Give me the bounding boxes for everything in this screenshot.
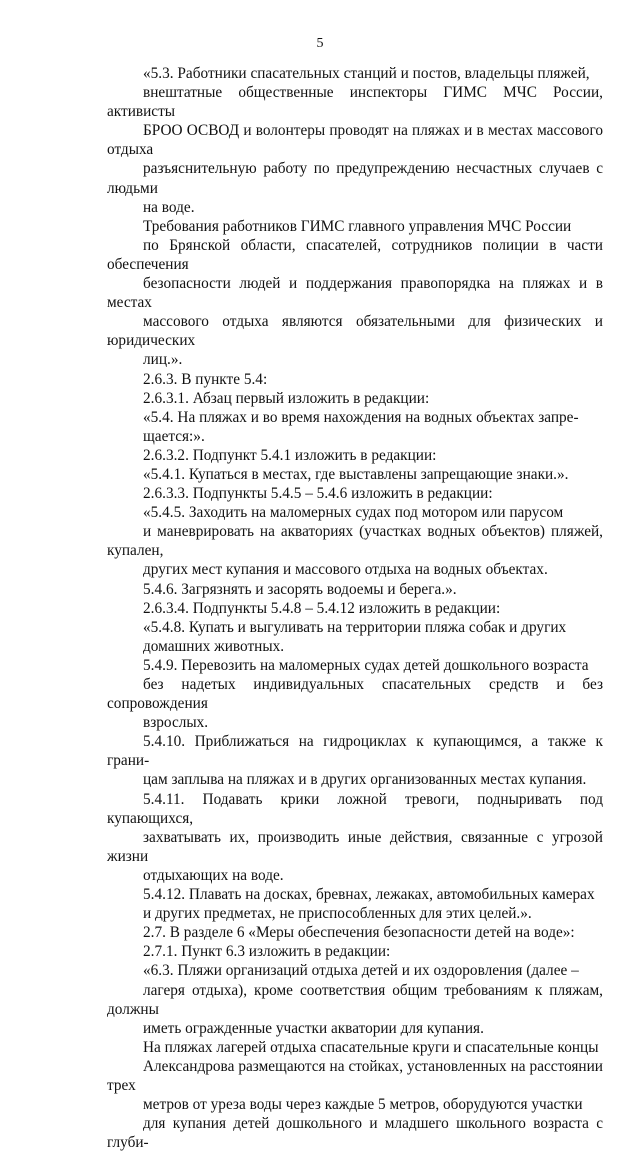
text-line: 5.4.11. Подавать крики ложной тревоги, подныривать под купающихся, bbox=[107, 790, 603, 827]
paragraph bbox=[107, 503, 603, 579]
text-line: отдыхающих на воде. bbox=[143, 866, 284, 884]
text-line: Требования работников ГИМС главного управления МЧС России bbox=[143, 217, 572, 235]
paragraph bbox=[107, 408, 603, 446]
text-line: иметь огражденные участки акватории для купания. bbox=[143, 1019, 484, 1037]
paragraph bbox=[107, 217, 603, 370]
paragraph bbox=[107, 942, 603, 961]
text-line: 5.4.9. Перевозить на маломерных судах детей дошкольного возраста bbox=[143, 656, 589, 674]
paragraph bbox=[107, 656, 603, 732]
paragraph bbox=[107, 484, 603, 503]
paragraph bbox=[107, 389, 603, 408]
text-line: на воде. bbox=[143, 198, 195, 216]
text-line: безопасности людей и поддержания правопорядка на пляжах и в местах bbox=[107, 275, 603, 312]
paragraph bbox=[107, 618, 603, 656]
text-line: по Брянской области, спасателей, сотрудников полиции в части обеспечения bbox=[107, 236, 603, 273]
paragraph bbox=[107, 1038, 603, 1152]
text-line: 2.6.3.3. Подпункты 5.4.5 – 5.4.6 изложить в редакции: bbox=[143, 485, 493, 503]
text-line: других мест купания и массового отдыха на водных объектах. bbox=[143, 561, 548, 579]
paragraph bbox=[107, 64, 603, 217]
text-line: 2.6.3.2. Подпункт 5.4.1 изложить в редакции: bbox=[143, 446, 437, 464]
page-number: 5 bbox=[316, 36, 324, 51]
text-line: взрослых. bbox=[143, 714, 209, 732]
text-line: лиц.». bbox=[143, 351, 183, 369]
text-line: захватывать их, производить иные действия, связанные с угрозой жизни bbox=[107, 828, 603, 865]
text-line: 2.7. В разделе 6 «Меры обеспечения безопасности детей на воде»: bbox=[143, 924, 575, 942]
text-line: На пляжах лагерей отдыха спасательные круги и спасательные концы bbox=[143, 1038, 599, 1056]
text-line: 2.6.3. В пункте 5.4: bbox=[143, 370, 268, 388]
text-line: 5.4.10. Приближаться на гидроциклах к купающимся, а также к грани- bbox=[107, 733, 603, 770]
text-line: 5.4.6. Загрязнять и засорять водоемы и берега.». bbox=[143, 580, 457, 598]
text-line: «5.4.8. Купать и выгуливать на территории пляжа собак и других bbox=[143, 618, 567, 636]
text-line: «5.4. На пляжах и во время нахождения на водных объектах запре- bbox=[143, 408, 579, 426]
text-line: 2.6.3.1. Абзац первый изложить в редакции: bbox=[143, 389, 430, 407]
text-line: без надетых индивидуальных спасательных средств и без сопровождения bbox=[107, 676, 603, 713]
paragraph bbox=[107, 732, 603, 789]
text-line: домашних животных. bbox=[143, 637, 285, 655]
paragraph bbox=[107, 885, 603, 923]
document-body bbox=[107, 64, 603, 1152]
text-line: и маневрировать на акваториях (участках водных объектов) пляжей, купален, bbox=[107, 523, 603, 560]
text-line: щается:». bbox=[143, 427, 205, 445]
text-line: цам заплыва на пляжах и в других организованных местах купания. bbox=[143, 771, 587, 789]
text-line: БРОО ОСВОД и волонтеры проводят на пляжах и в местах массового отдыха bbox=[107, 122, 603, 159]
text-line: Александрова размещаются на стойках, установленных на расстоянии трех bbox=[107, 1057, 603, 1094]
paragraph bbox=[107, 370, 603, 389]
text-line: 2.6.3.4. Подпункты 5.4.8 – 5.4.12 изложить в редакции: bbox=[143, 599, 501, 617]
paragraph bbox=[107, 446, 603, 465]
paragraph bbox=[107, 961, 603, 1037]
text-line: «6.3. Пляжи организаций отдыха детей и их оздоровления (далее – bbox=[143, 962, 579, 980]
text-line: и других предметах, не приспособленных для этих целей.». bbox=[143, 905, 532, 923]
text-line: 2.7.1. Пункт 6.3 изложить в редакции: bbox=[143, 943, 391, 961]
paragraph bbox=[107, 465, 603, 484]
text-line: «5.4.1. Купаться в местах, где выставлены запрещающие знаки.». bbox=[143, 465, 569, 483]
text-line: массового отдыха являются обязательными для физических и юридических bbox=[107, 313, 603, 350]
paragraph bbox=[107, 599, 603, 618]
text-line: «5.4.5. Заходить на маломерных судах под мотором или парусом bbox=[143, 504, 564, 522]
paragraph bbox=[107, 923, 603, 942]
paragraph bbox=[107, 790, 603, 885]
text-line: внештатные общественные инспекторы ГИМС МЧС России, активисты bbox=[107, 84, 603, 121]
text-line: метров от уреза воды через каждые 5 метров, оборудуются участки bbox=[143, 1096, 583, 1114]
paragraph bbox=[107, 580, 603, 599]
text-line: лагеря отдыха), кроме соответствия общим требованиям к пляжам, должны bbox=[107, 981, 603, 1018]
text-line: для купания детей дошкольного и младшего школьного возраста с глуби- bbox=[107, 1115, 603, 1152]
text-line: «5.3. Работники спасательных станций и постов, владельцы пляжей, bbox=[143, 65, 590, 82]
text-line: разъяснительную работу по предупреждению несчастных случаев с людьми bbox=[107, 160, 603, 197]
text-line: 5.4.12. Плавать на досках, бревнах, лежаках, автомобильных камерах bbox=[143, 886, 595, 904]
